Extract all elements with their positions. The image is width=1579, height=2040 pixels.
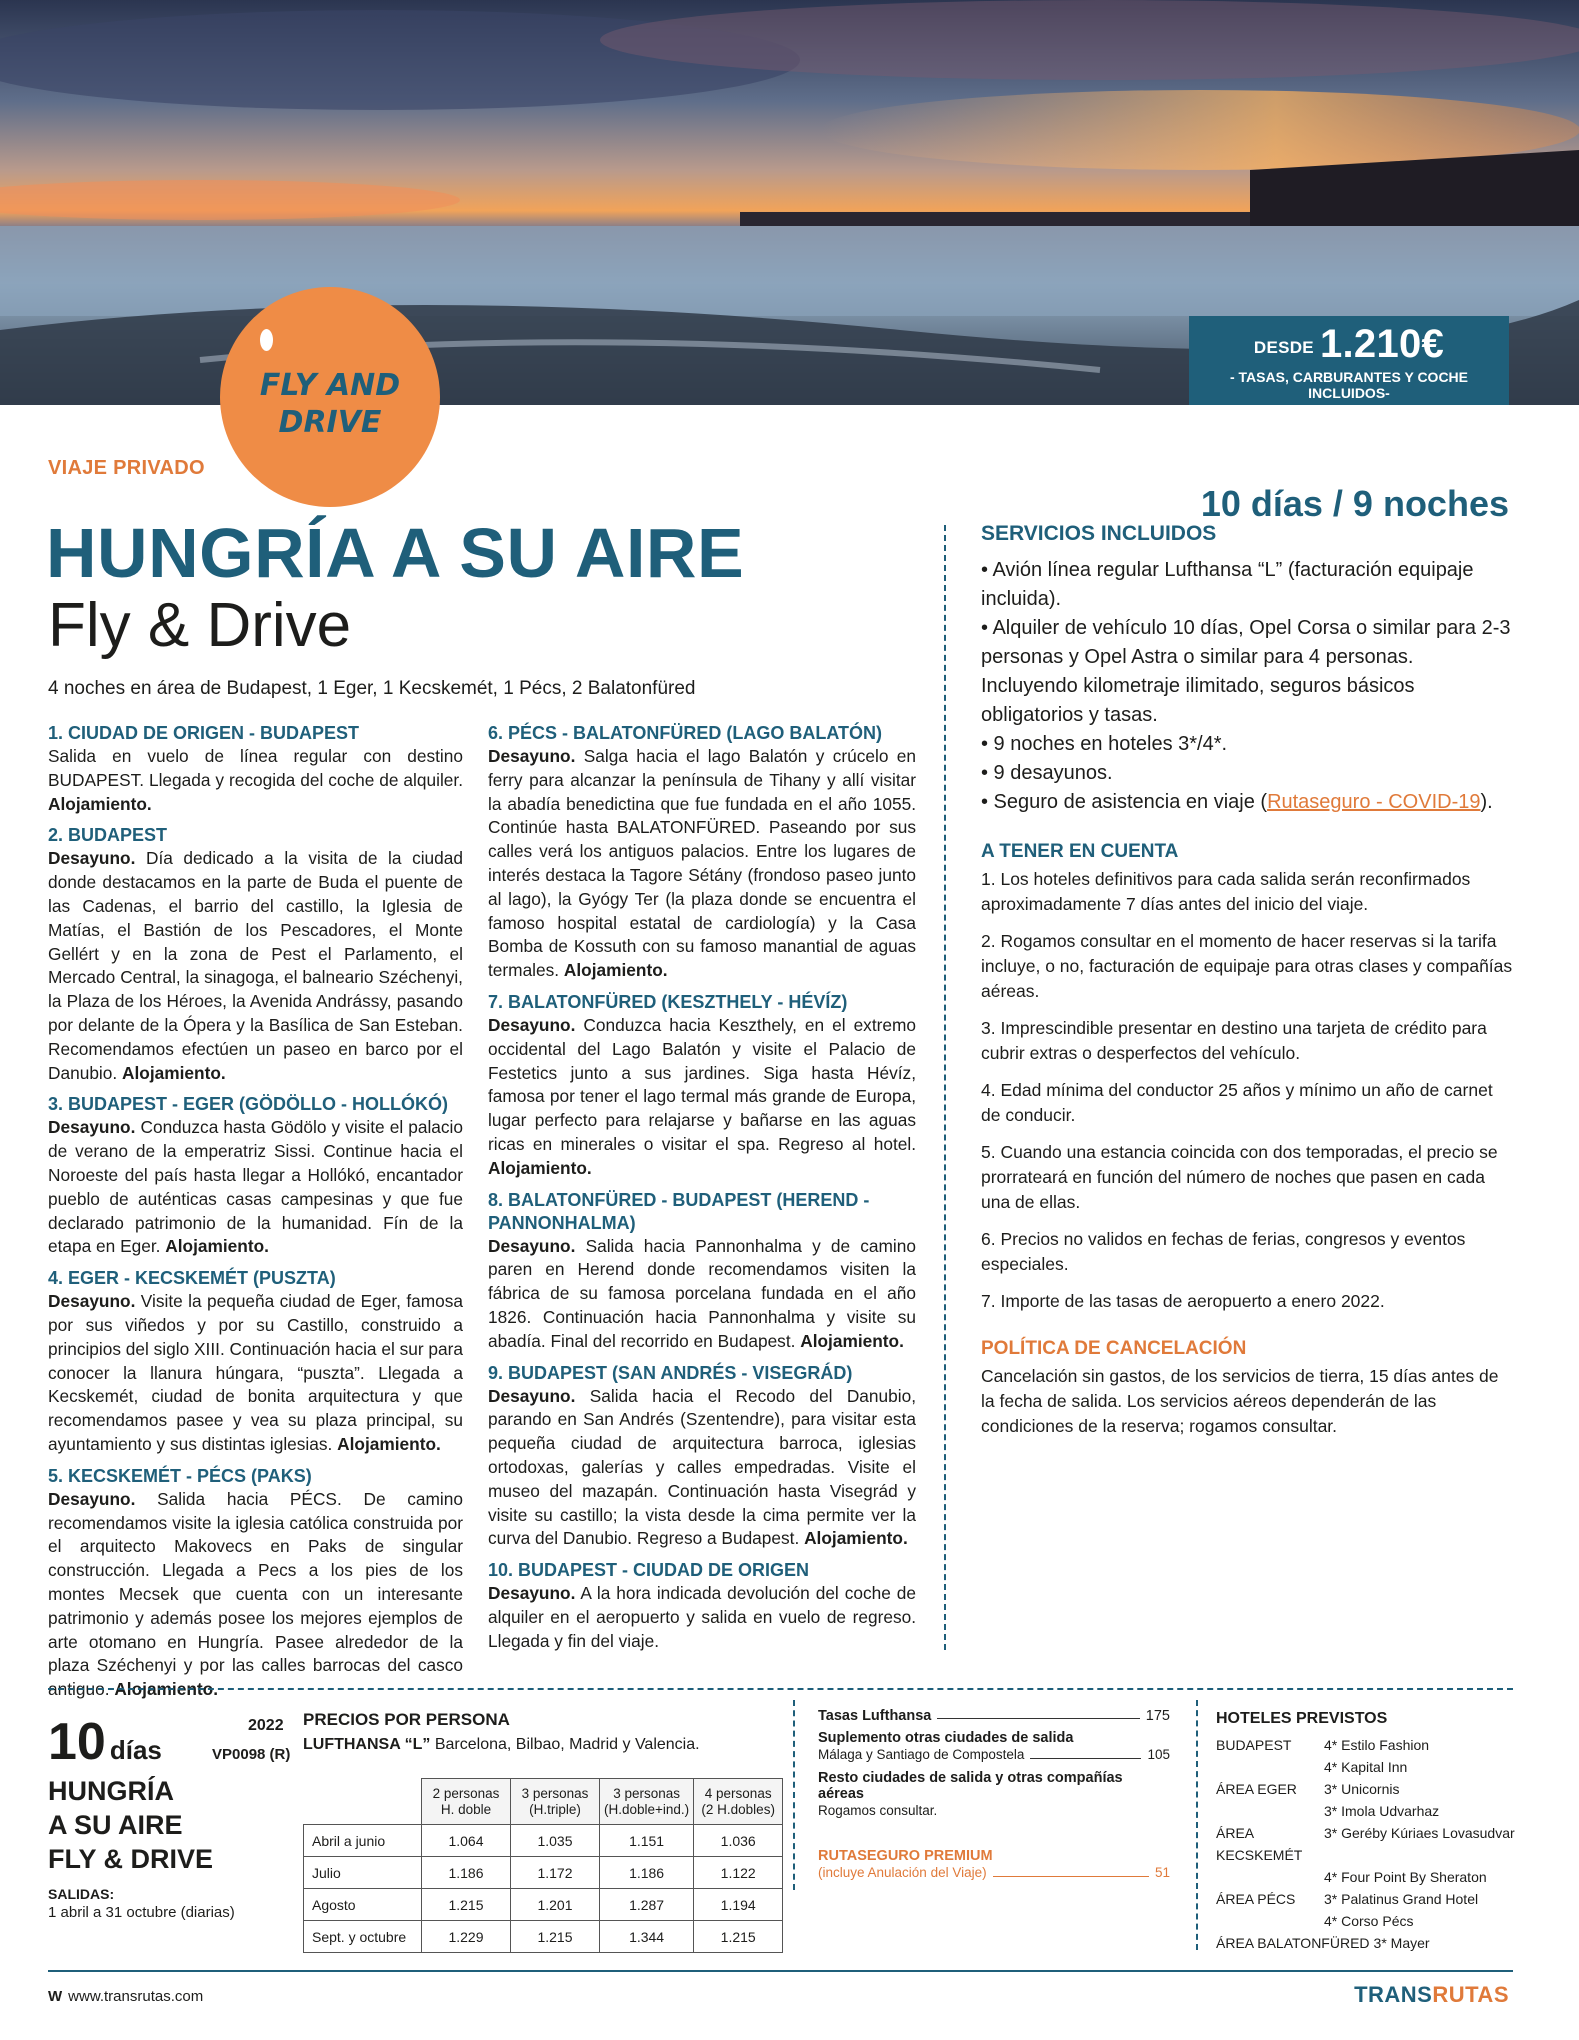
services-list — [981, 556, 1513, 817]
services-title: SERVICIOS INCLUIDOS — [981, 522, 1217, 545]
price-cell: 1.186 — [422, 1857, 511, 1889]
insurance-suffix: ). — [1480, 791, 1493, 813]
note-item: 2. Rogamos consultar en el momento de hacer reservas si la tarifa incluye, o no, facturación de equipaje para otras clases y compañías aéreas. — [981, 931, 1513, 1001]
days-count — [48, 1714, 162, 1778]
price-cell: 1.194 — [694, 1889, 783, 1921]
itinerary-day-title: 3. BUDAPEST - EGER (GÖDÖLLO - HOLLÓKÓ) — [48, 1094, 448, 1115]
summary-title-line: A SU AIRE — [48, 1810, 183, 1840]
summary-title — [48, 1774, 213, 1876]
badge-highlight — [260, 329, 273, 351]
hotels-block — [1216, 1708, 1516, 1954]
price-col-header: 3 personas (H.doble+ind.) — [600, 1779, 694, 1825]
info-column — [981, 522, 1513, 1439]
price-col-header: 4 personas (2 H.dobles) — [694, 1779, 783, 1825]
notes-title: A TENER EN CUENTA — [981, 841, 1179, 862]
itinerary-day-text: Desayuno. Salida hacia Pannonhalma y de camino paren en Herend donde recomendamos visiten la fábrica de su famosa porcelana fundada en el año 1826. Continuación hacia Pannonhalma y visite su abadía. Final del recorrido en Budapest. Alojamiento. — [488, 1235, 916, 1351]
note-item: 7. Importe de las tasas de aeropuerto a enero 2022. — [981, 1291, 1385, 1311]
itinerary-day-title: 10. BUDAPEST - CIUDAD DE ORIGEN — [488, 1560, 810, 1581]
website-link[interactable]: www.transrutas.com — [68, 1988, 204, 2005]
itinerary-day-text: Desayuno. Salga hacia el lago Balatón y crúcelo en ferry para alcanzar la península de Tihany y allí visitar la abadía benedictina que fue fundada en el año 1055. Continúe hasta BALATONFÜRED. Paseando por sus calles verá los antiguos palacios. Entre los lugares de interés destaca la Tagore Sétány (frondoso paseo junto al lago), la Gyógy Ter (la plaza donde se encuentra el famoso hospital estatal de cardiología) y la Casa Bomba de Kossuth con su famoso manantial de aguas termales. Alojamiento. — [488, 746, 916, 981]
notes-list — [981, 867, 1513, 1314]
price-cell: 1.215 — [422, 1889, 511, 1921]
column-divider — [793, 1700, 795, 1890]
rutaseguro-value: 51 — [1154, 1865, 1170, 1880]
badge-line-2: DRIVE — [278, 405, 382, 440]
service-item — [981, 788, 1513, 817]
itinerary-day-title: 9. BUDAPEST (SAN ANDRÉS - VISEGRÁD) — [488, 1362, 853, 1383]
column-divider — [1196, 1700, 1198, 1950]
resto-sub: Rogamos consultar. — [818, 1803, 938, 1818]
table-row — [304, 1921, 783, 1953]
itinerary-day-title: 2. BUDAPEST — [48, 825, 168, 846]
days-number: 10 — [48, 1713, 106, 1771]
brand-part: TRANS — [1354, 1982, 1433, 2007]
price-col-header: 3 personas (H.triple) — [511, 1779, 600, 1825]
resto-label: Resto ciudades de salida y otras compañías aéreas — [818, 1770, 1123, 1802]
table-row — [304, 1825, 783, 1857]
price-cell: 1.035 — [511, 1825, 600, 1857]
cancel-title: POLÍTICA DE CANCELACIÓN — [981, 1338, 1247, 1359]
itinerary-day-title: 4. EGER - KECSKEMÉT (PUSZTA) — [48, 1268, 336, 1289]
price-cell: 1.215 — [694, 1921, 783, 1953]
price-table-header — [304, 1779, 783, 1825]
page-title: HUNGRÍA A SU AIRE — [46, 514, 745, 592]
itinerary-column-2 — [488, 722, 916, 1654]
tasas-label: Tasas Lufthansa — [818, 1708, 932, 1724]
year: 2022 — [248, 1717, 284, 1734]
insurance-link[interactable]: Rutaseguro - COVID-19 — [1267, 791, 1481, 813]
prices-subtitle — [303, 1736, 700, 1754]
price-amount: 1.210€ — [1319, 322, 1445, 366]
itinerary-day-text: Desayuno. Salida hacia PÉCS. De camino recomendamos visite la iglesia católica construida por el arquitecto Makovecs en Paks de singular construcción. Llegada a Pecs a los pies de los montes Mecsek que cuenta con un interesante patrimonio y además posee los mejores ejemplos de arte otomano en Hungría. Pasee alrededor de la plaza Széchenyi y por las calles barrocas del casco antiguo. Alojamiento. — [48, 1488, 463, 1700]
web-icon: W — [48, 1988, 63, 2005]
price-table-corner — [304, 1779, 422, 1825]
fees-block — [818, 1708, 1170, 1882]
footer-url — [48, 1988, 203, 2005]
salidas-value: 1 abril a 31 octubre (diarias) — [48, 1904, 235, 1921]
supl-value: 105 — [1147, 1747, 1170, 1762]
hotel-row: BUDAPEST 4* Estilo Fashion — [1216, 1737, 1430, 1753]
price-cell: 1.186 — [600, 1857, 694, 1889]
brand-logo — [1354, 1982, 1509, 2008]
itinerary-day-text: Desayuno. A la hora indicada devolución del coche de alquiler en el aeropuerto y salida en vuelo de regreso. Llegada y fin del viaje. — [488, 1583, 916, 1651]
duration: 10 días / 9 noches — [1200, 483, 1509, 524]
airline: LUFTHANSA “L” — [303, 1736, 431, 1753]
note-item: 5. Cuando una estancia coincida con dos temporadas, el precio se prorrateará en función del número de noches que pasen en cada una de ellas. — [981, 1142, 1498, 1212]
table-row — [304, 1857, 783, 1889]
price-cell: 1.172 — [511, 1857, 600, 1889]
cancel-text: Cancelación sin gastos, de los servicios de tierra, 15 días antes de la fecha de salida. Los servicios aéreos dependerán de las condiciones de la reserva; rogamos consultar. — [981, 1366, 1499, 1436]
price-box — [1189, 316, 1509, 405]
days-word: días — [109, 1735, 162, 1765]
hotel-row: 4* Four Point By Sheraton — [1324, 1869, 1487, 1885]
hotel-row: ÁREA BALATONFÜRED 3* Mayer — [1216, 1935, 1430, 1951]
itinerary-day-title: 6. PÉCS - BALATONFÜRED (LAGO BALATÓN) — [488, 723, 882, 743]
itinerary-day-title: 8. BALATONFÜRED - BUDAPEST (HEREND - PANNONHALMA) — [488, 1189, 870, 1233]
price-note: - TASAS, CARBURANTES Y COCHE INCLUIDOS- — [1229, 369, 1469, 401]
summary-title-line: HUNGRÍA — [48, 1776, 174, 1806]
itinerary-day-text: Desayuno. Conduzca hasta Gödölo y visite el palacio de verano de la emperatriz Sissi. Continue hacia el Noroeste del país hasta llegar a Hollókó, encantador pueblo de auténticas casas campesinas y que fue declarado patrimonio de la humanidad. Fín de la etapa en Eger. Alojamiento. — [48, 1117, 463, 1257]
price-cell: 1.229 — [422, 1921, 511, 1953]
price-cell: 1.064 — [422, 1825, 511, 1857]
service-item: • Alquiler de vehículo 10 días, Opel Corsa o similar para 2-3 personas y Opel Astra o similar para 4 personas. Incluyendo kilometraje ilimitado, seguros básicos obligatorios y tasas. — [981, 617, 1511, 726]
summary-title-line: FLY & DRIVE — [48, 1844, 214, 1874]
trip-code: VP0098 (R) — [212, 1746, 291, 1763]
row-label: Abril a junio — [304, 1825, 422, 1857]
itinerary-day-text: Desayuno. Día dedicado a la visita de la ciudad donde destacamos en la parte de Buda el puente de las Cadenas, el barrio del castillo, la Iglesia de Matías, el Bastión de los Pescadores, el Monte Gellért y en la zona de Pest el Parlamento, el Mercado Central, la sinagoga, el balneario Széchenyi, la Plaza de los Héroes, la Avenida Andrássy, pasando por delante de la Ópera y la Basílica de San Esteban. Recomendamos efectúen un paseo en barco por el Danubio. Alojamiento. — [48, 848, 463, 1083]
price-prefix: DESDE — [1253, 338, 1314, 357]
prices-title: PRECIOS POR PERSONA — [303, 1710, 510, 1729]
itinerary-day-text: Desayuno. Salida hacia el Recodo del Danubio, parando en San Andrés (Szentendre), para visitar esta pequeña ciudad de arquitectura barroca, iglesias ortodoxas, galerías y calles empedradas. Visite el museo del mazapán. Continuación hasta Visegrád y visite su castillo; la vista desde la cima permite ver la curva del Danubio. Regreso a Budapest. Alojamiento. — [488, 1385, 916, 1549]
page-subtitle: Fly & Drive — [48, 591, 352, 660]
price-cell: 1.287 — [600, 1889, 694, 1921]
row-label: Julio — [304, 1857, 422, 1889]
note-item: 4. Edad mínima del conductor 25 años y mínimo un año de carnet de conducir. — [981, 1080, 1493, 1125]
rutaseguro-label: RUTASEGURO PREMIUM — [818, 1848, 993, 1864]
footer-line — [48, 1970, 1513, 1972]
price-cell: 1.036 — [694, 1825, 783, 1857]
tasas-value: 175 — [1145, 1708, 1170, 1724]
price-cell: 1.215 — [511, 1921, 600, 1953]
hotels-title: HOTELES PREVISTOS — [1216, 1710, 1388, 1727]
salidas-label: SALIDAS: — [48, 1886, 115, 1902]
price-cell: 1.151 — [600, 1825, 694, 1857]
insurance-prefix: • Seguro de asistencia en viaje ( — [981, 791, 1268, 813]
hotel-row: 3* Imola Udvarhaz — [1324, 1803, 1440, 1819]
itinerary-day-text: Desayuno. Conduzca hacia Keszthely, en el extremo occidental del Lago Balatón y visite el Palacio de Festetics junto a sus jardines. Siga hasta Hévíz, famosa por tener el lago termal más grande de Europa, lugar perfecto para relajarse y bañarse en las aguas ricas en minerales o visitar el spa. Regreso al hotel. Alojamiento. — [488, 1014, 916, 1178]
service-item: • 9 noches en hoteles 3*/4*. — [981, 733, 1228, 755]
rutaseguro-sub: (incluye Anulación del Viaje) — [818, 1865, 987, 1880]
column-divider — [944, 525, 946, 1650]
price-table — [303, 1778, 783, 1953]
price-cell: 1.201 — [511, 1889, 600, 1921]
badge-line-1: FLY AND — [259, 368, 401, 403]
note-item: 1. Los hoteles definitivos para cada salida serán reconfirmados aproximadamente 7 días antes del inicio del viaje. — [981, 869, 1471, 914]
hotel-row: ÁREA KECSKEMÉT 3* Geréby Kúriaes Lovasudvar — [1216, 1825, 1515, 1863]
section-divider — [48, 1688, 1513, 1690]
service-item: • Avión línea regular Lufthansa “L” (facturación equipaje incluida). — [981, 559, 1474, 610]
fly-drive-badge — [220, 287, 440, 507]
intro-line: 4 noches en área de Budapest, 1 Eger, 1 Kecskemét, 1 Pécs, 2 Balatonfüred — [48, 678, 696, 699]
itinerary-day-text: Desayuno. Visite la pequeña ciudad de Eger, famosa por sus viñedos y por su Castillo, construido a principios del siglo XIII. Continuación hacia el sur para conocer la llanura húngara, “puszta”. Llegada a Kecskemét, ciudad de bonita arquitectura y que recomendamos pasee y vea su plaza principal, su ayuntamiento y sus distintas iglesias. Alojamiento. — [48, 1291, 463, 1454]
hotel-row: ÁREA EGER 3* Unicornis — [1216, 1781, 1400, 1797]
row-label: Sept. y octubre — [304, 1921, 422, 1953]
hotel-row: 4* Kapital Inn — [1324, 1759, 1408, 1775]
row-label: Agosto — [304, 1889, 422, 1921]
price-col-header: 2 personas H. doble — [422, 1779, 511, 1825]
price-cell: 1.344 — [600, 1921, 694, 1953]
supl-label: Suplemento otras ciudades de salida — [818, 1730, 1074, 1746]
hotel-row: 4* Corso Pécs — [1324, 1913, 1414, 1929]
itinerary-day-title: 5. KECSKEMÉT - PÉCS (PAKS) — [48, 1465, 312, 1486]
supl-sub: Málaga y Santiago de Compostela — [818, 1747, 1025, 1762]
brand-part: RUTAS — [1432, 1982, 1509, 2007]
departure-cities: Barcelona, Bilbao, Madrid y Valencia. — [434, 1736, 700, 1753]
price-cell: 1.122 — [694, 1857, 783, 1889]
service-item: • 9 desayunos. — [981, 762, 1113, 784]
itinerary-day-text: Salida en vuelo de línea regular con destino BUDAPEST. Llegada y recogida del coche de alquiler. Alojamiento. — [48, 746, 463, 814]
note-item: 3. Imprescindible presentar en destino una tarjeta de crédito para cubrir extras o desperfectos del vehículo. — [981, 1018, 1487, 1063]
itinerary-day-title: 1. CIUDAD DE ORIGEN - BUDAPEST — [48, 723, 360, 743]
table-row — [304, 1889, 783, 1921]
kicker: VIAJE PRIVADO — [48, 457, 205, 479]
itinerary-day-title: 7. BALATONFÜRED (KESZTHELY - HÉVÍZ) — [488, 991, 848, 1012]
hotel-row: ÁREA PÉCS 3* Palatinus Grand Hotel — [1216, 1891, 1479, 1907]
note-item: 6. Precios no validos en fechas de ferias, congresos y eventos especiales. — [981, 1229, 1466, 1274]
itinerary-column-1 — [48, 722, 463, 1702]
